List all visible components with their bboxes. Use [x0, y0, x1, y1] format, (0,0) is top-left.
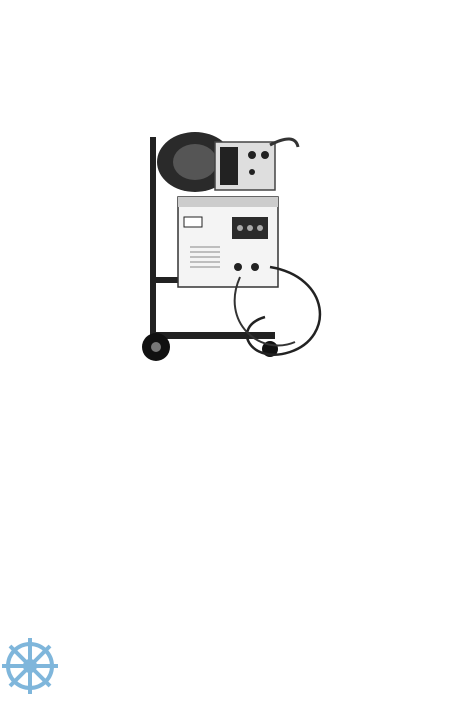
watermark-icon [0, 636, 457, 702]
welding-machine-photo [120, 127, 340, 367]
